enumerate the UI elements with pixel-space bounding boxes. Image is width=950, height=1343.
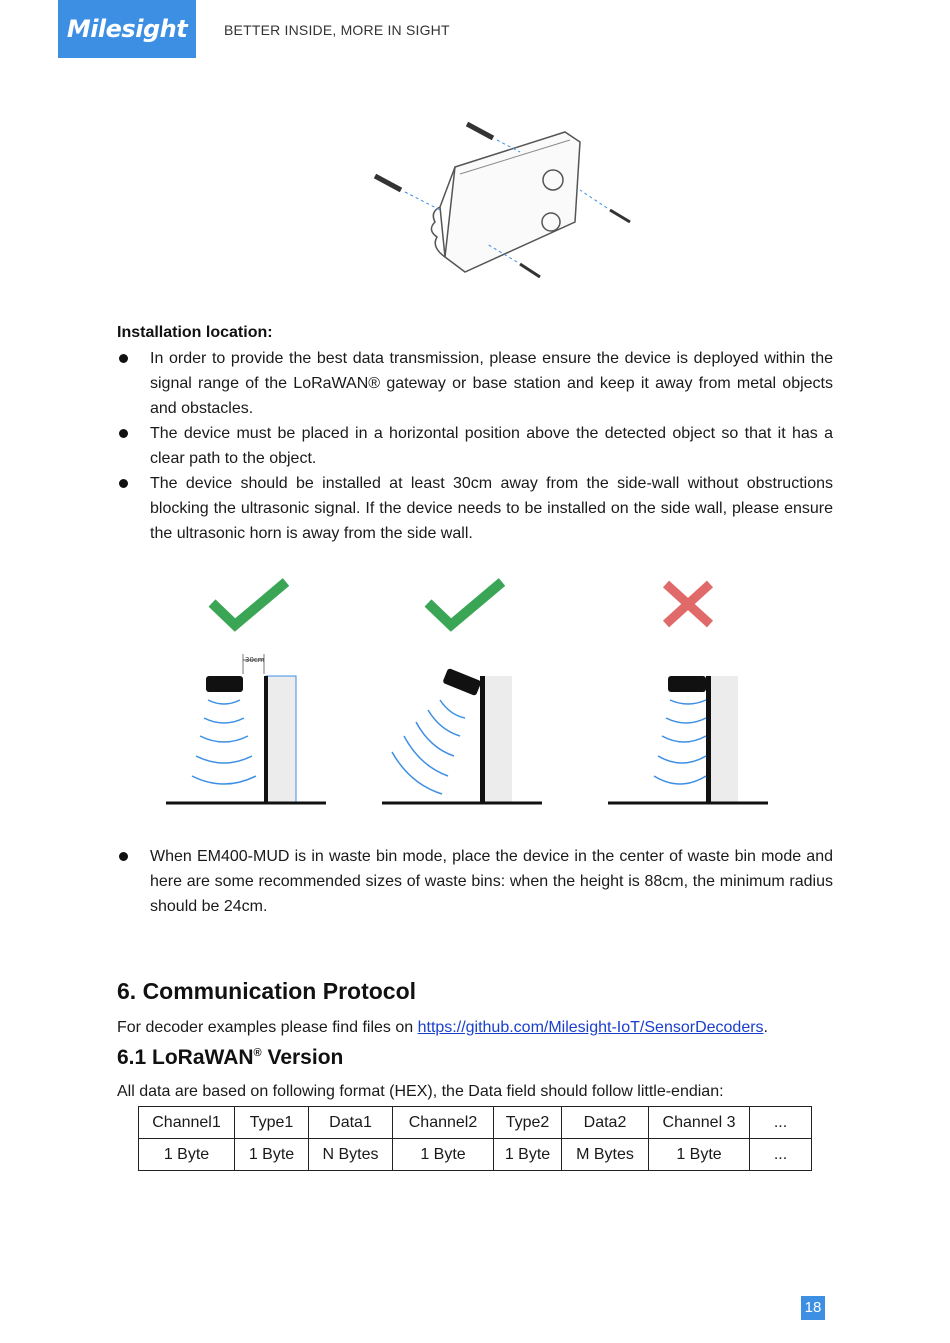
page-number: 18: [801, 1296, 825, 1320]
bullet-dot: [119, 354, 128, 363]
installation-bullet-list: [117, 346, 833, 546]
installation-diagram: [160, 570, 780, 815]
company-logo: [58, 0, 196, 58]
table-row: [139, 1139, 812, 1171]
table-cell: ...: [750, 1139, 812, 1171]
table-cell: 1 Byte: [649, 1139, 750, 1171]
table-cell: Channel1: [139, 1107, 235, 1139]
decoder-paragraph: For decoder examples please find files on https://github.com/Milesight-IoT/SensorDecoders.: [117, 1019, 768, 1036]
check-icon: [212, 582, 286, 625]
table-row: [139, 1107, 812, 1139]
list-item: In order to provide the best data transmission, please ensure the device is deployed within the signal range of the LoRaWAN® gateway or base station and keep it away from metal objects and obstacles.: [117, 346, 833, 421]
decoder-link[interactable]: https://github.com/Milesight-IoT/SensorDecoders: [417, 1019, 764, 1036]
bullet-dot: [119, 429, 128, 438]
table-cell: 1 Byte: [494, 1139, 562, 1171]
table-cell: M Bytes: [562, 1139, 649, 1171]
table-cell: N Bytes: [309, 1139, 393, 1171]
table-cell: Type1: [235, 1107, 309, 1139]
table-cell: Data1: [309, 1107, 393, 1139]
waste-bin-bullet-list: [117, 844, 833, 919]
table-cell: 1 Byte: [393, 1139, 494, 1171]
list-item: When EM400-MUD is in waste bin mode, place the device in the center of waste bin mode and here are some recommended sizes of waste bins: when the height is 88cm, the minimum radius should be 24cm.: [117, 844, 833, 919]
header-tagline: BETTER INSIDE, MORE IN SIGHT: [224, 22, 450, 38]
table-cell: Type2: [494, 1107, 562, 1139]
bullet-dot: [119, 852, 128, 861]
table-cell: Data2: [562, 1107, 649, 1139]
table-cell: ...: [750, 1107, 812, 1139]
section-6-1-heading: 6.1 LoRaWAN® Version: [117, 1046, 344, 1069]
list-item: The device should be installed at least 30cm away from the side-wall without obstructions blocking the ultrasonic signal. If the device needs to be installed on the side wall, please ensure the ultrasonic horn is away from the side wall.: [117, 471, 833, 546]
data-format-table: [138, 1106, 812, 1171]
table-cell: Channel2: [393, 1107, 494, 1139]
list-item: The device must be placed in a horizontal position above the detected object so that it has a clear path to the object.: [117, 421, 833, 471]
logo-text: Milesight: [66, 15, 188, 43]
device-mounting-illustration: [365, 112, 645, 287]
installation-location-heading: Installation location:: [117, 324, 273, 341]
section-6-heading: 6. Communication Protocol: [117, 978, 417, 1004]
panel-incorrect-against-wall: [608, 584, 768, 803]
table-cell: Channel 3: [649, 1107, 750, 1139]
panel-correct-angled: [382, 582, 542, 803]
format-intro: All data are based on following format (HEX), the Data field should follow little-endian:: [117, 1083, 724, 1100]
table-cell: 1 Byte: [235, 1139, 309, 1171]
check-icon: [428, 582, 502, 625]
panel-correct-away-from-wall: [166, 582, 326, 803]
table-cell: 1 Byte: [139, 1139, 235, 1171]
dimension-label: 30cm: [245, 656, 265, 664]
bullet-dot: [119, 479, 128, 488]
